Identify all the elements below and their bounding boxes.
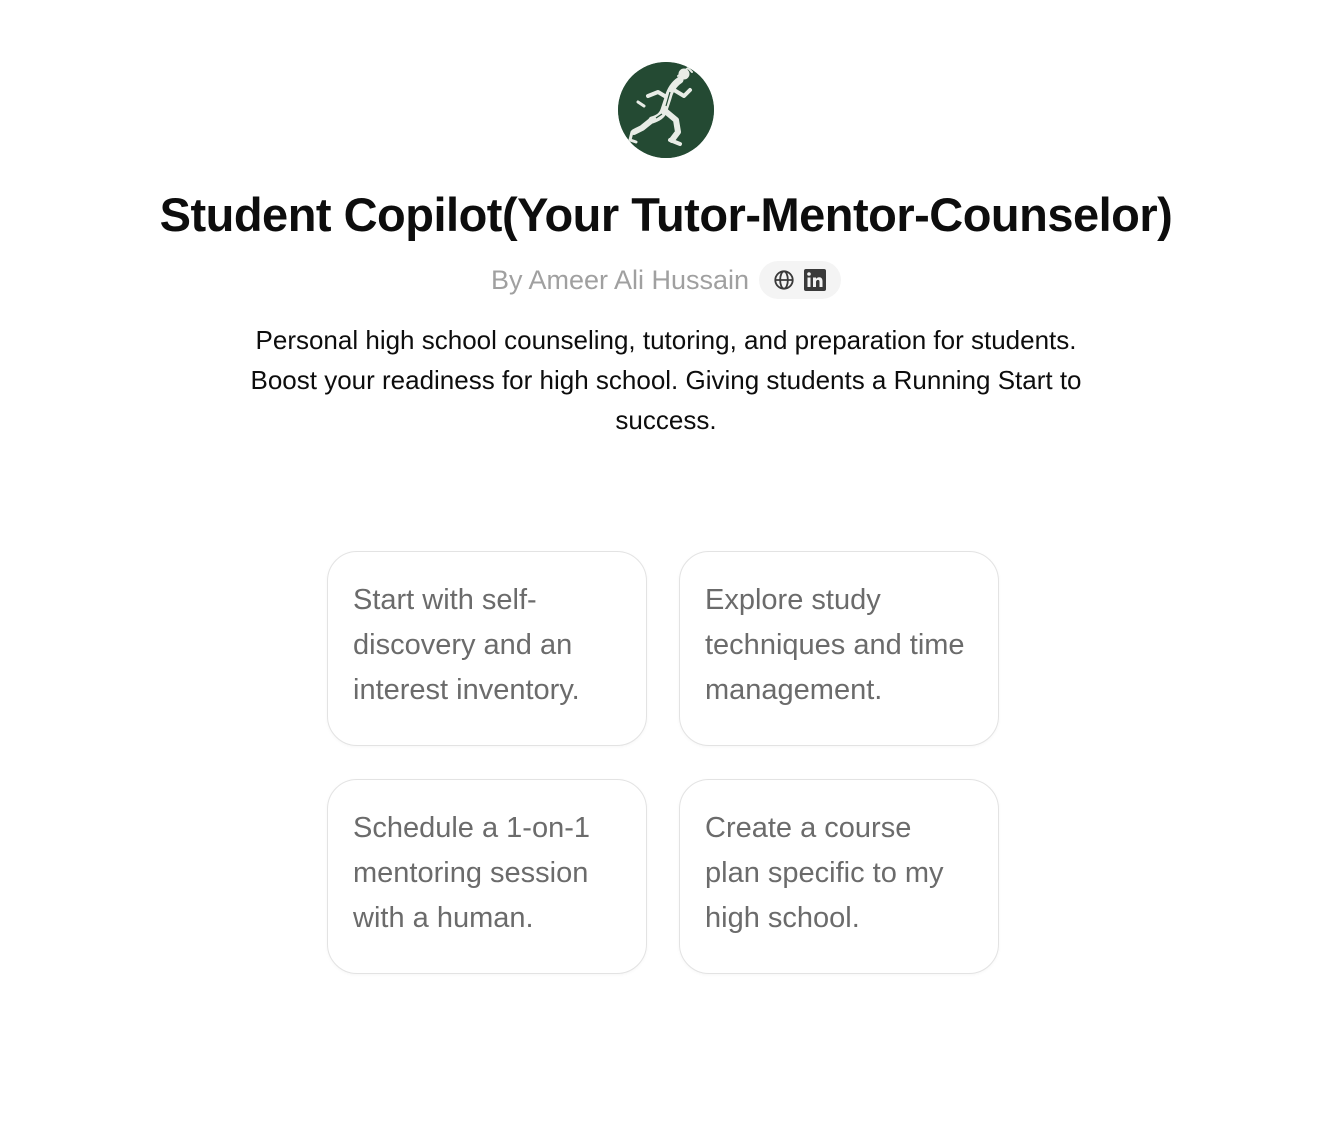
gpt-description: Personal high school counseling, tutoring, and preparation for students. Boost your readiness for high school. Giving students a Running Start to success. bbox=[250, 325, 1082, 435]
starter-card-text: Schedule a 1-on-1 mentoring session with a human. bbox=[353, 812, 590, 934]
starter-card-text: Start with self-discovery and an interest inventory. bbox=[353, 584, 580, 706]
runner-student-avatar-icon bbox=[618, 62, 714, 158]
author-byline bbox=[491, 260, 841, 300]
conversation-starters bbox=[327, 551, 999, 974]
social-links bbox=[759, 261, 841, 299]
author-name: By Ameer Ali Hussain bbox=[490, 265, 750, 295]
gpt-header bbox=[0, 62, 1332, 440]
linkedin-icon[interactable] bbox=[803, 268, 827, 292]
starter-card-mentoring-session[interactable] bbox=[327, 779, 647, 974]
starter-card-study-techniques[interactable] bbox=[679, 551, 999, 746]
starter-card-text: Explore study techniques and time management. bbox=[705, 584, 965, 706]
starter-card-self-discovery[interactable] bbox=[327, 551, 647, 746]
gpt-title: Student Copilot(Your Tutor-Mentor-Counselor) bbox=[159, 188, 1173, 241]
starter-card-course-plan[interactable] bbox=[679, 779, 999, 974]
globe-icon[interactable] bbox=[773, 269, 795, 291]
gpt-avatar bbox=[618, 62, 714, 158]
starter-card-text: Create a course plan specific to my high school. bbox=[705, 812, 944, 934]
